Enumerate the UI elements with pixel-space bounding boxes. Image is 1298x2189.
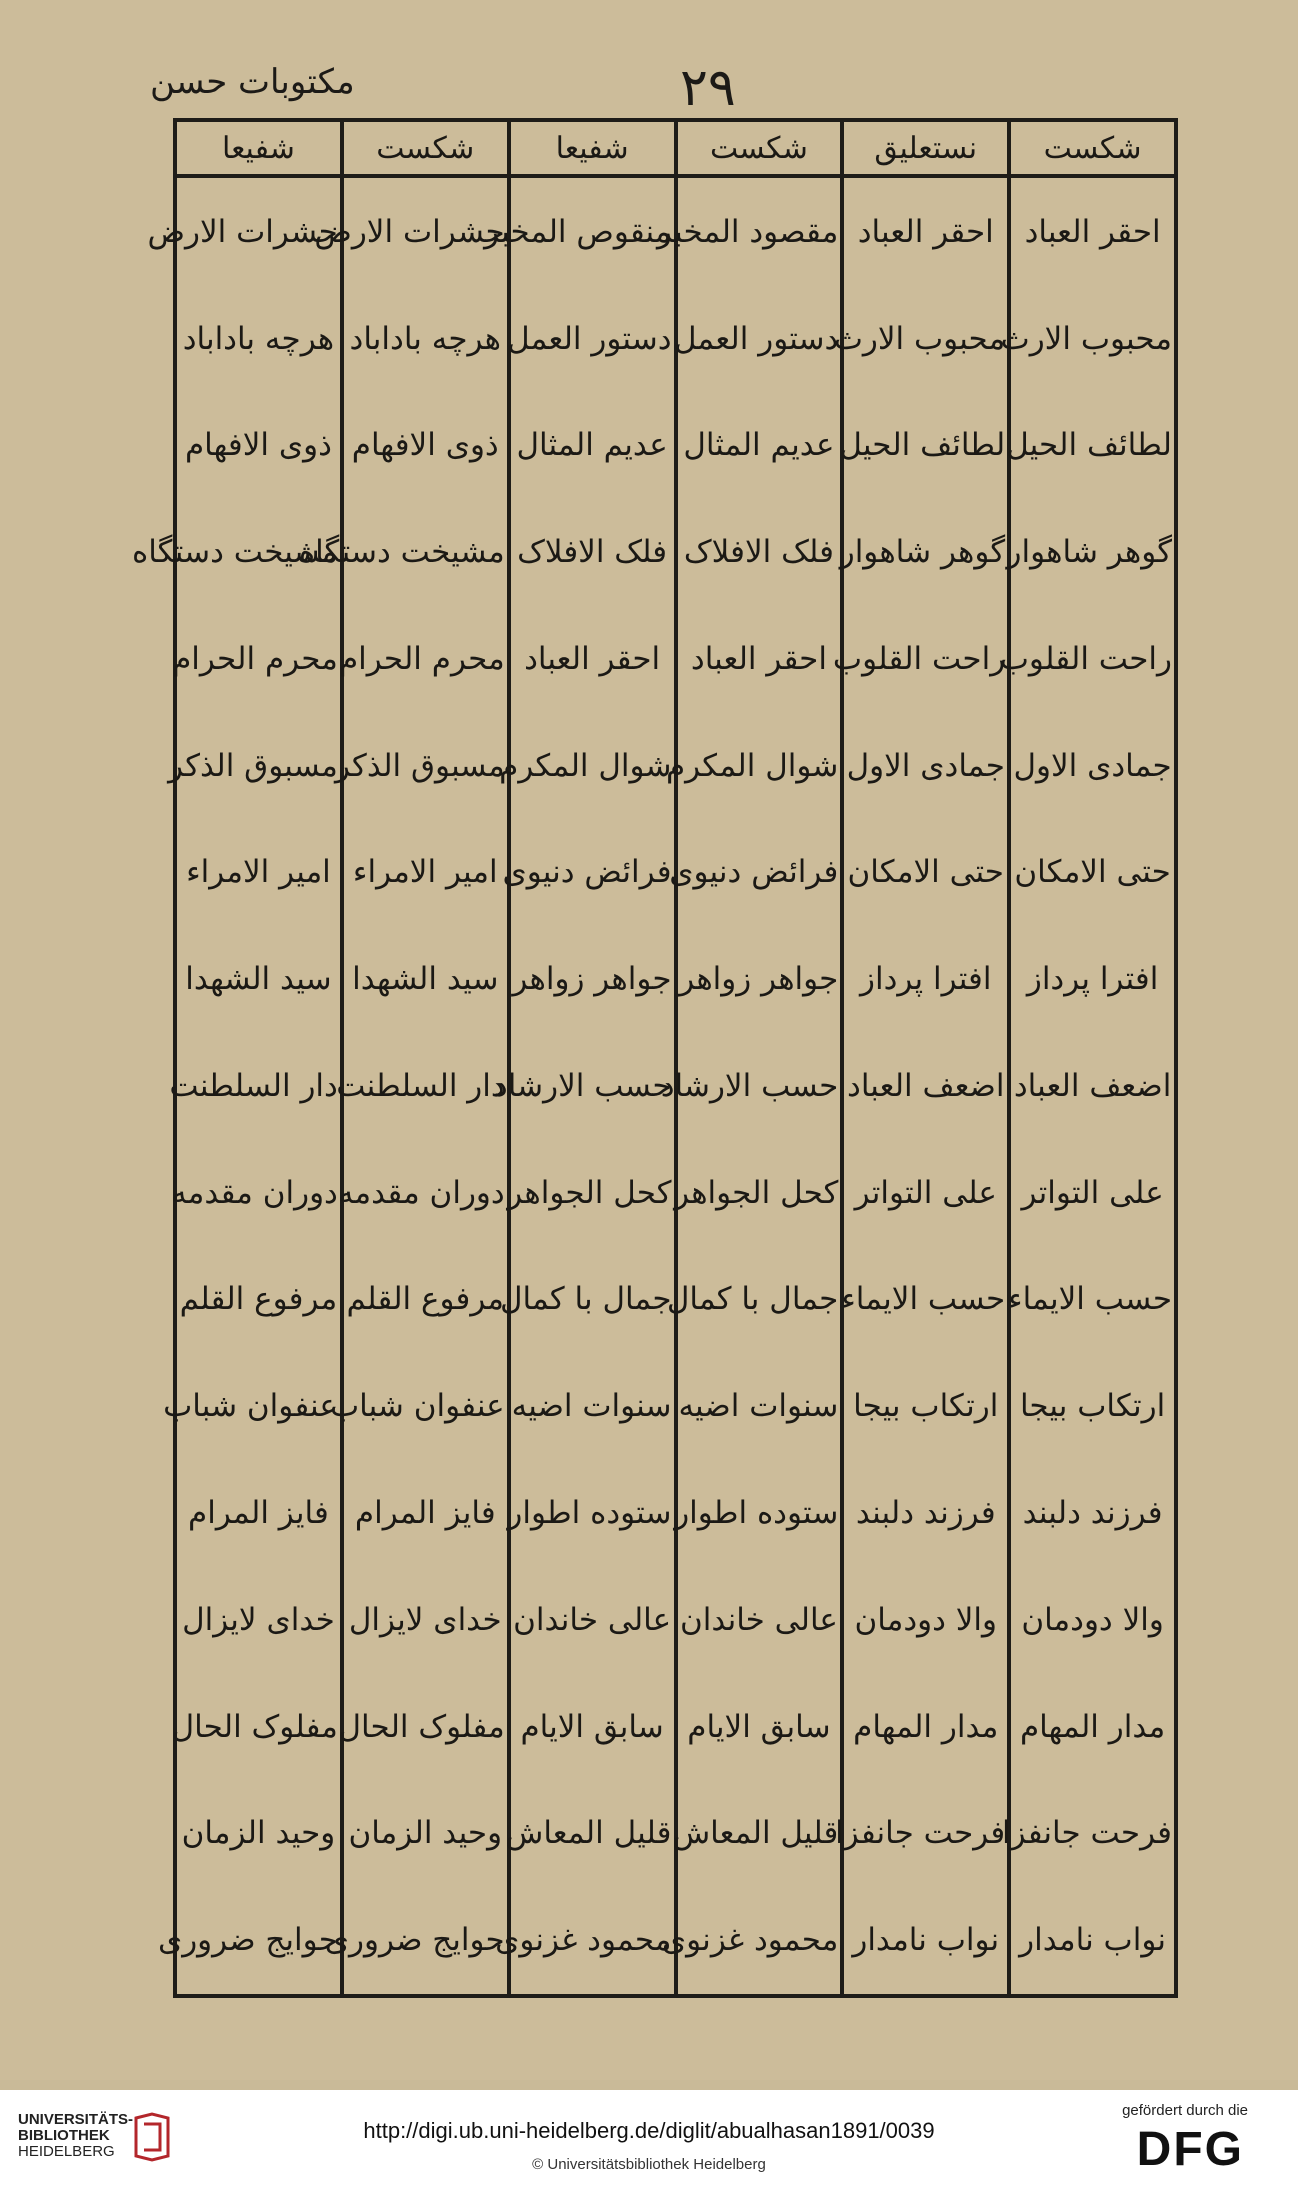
table-row [175, 1566, 1176, 1673]
table-cell: فرحت جانفزا [842, 1780, 1009, 1887]
table-cell: مدار المهام [1009, 1673, 1176, 1780]
table-cell: نواب نامدار [1009, 1887, 1176, 1996]
table-cell: عالی خاندان [509, 1566, 676, 1673]
table-cell: مسبوق الذکر [175, 712, 342, 819]
table-row [175, 819, 1176, 926]
table-cell: منقوص المخبر [509, 176, 676, 285]
table-cell: مفلوک الحال [175, 1673, 342, 1780]
table-cell: راحت القلوب [842, 605, 1009, 712]
table-cell: دستور العمل [509, 285, 676, 392]
table-cell: ستوده اطوار [509, 1460, 676, 1567]
column-header: شکست [342, 120, 509, 176]
table-cell: والا دودمان [842, 1566, 1009, 1673]
table-cell: لطائف الحیل [1009, 392, 1176, 499]
table-cell: ستوده اطوار [676, 1460, 843, 1567]
table-cell: حتی الامکان [842, 819, 1009, 926]
table-cell: ذوی الافهام [342, 392, 509, 499]
table-cell: قلیل المعاش [676, 1780, 843, 1887]
table-cell: فرائض دنیوی [676, 819, 843, 926]
table-row [175, 1673, 1176, 1780]
table-cell: حسب الارشاد [676, 1033, 843, 1140]
table-row [175, 1246, 1176, 1353]
table-cell: فرحت جانفزا [1009, 1780, 1176, 1887]
dfg-logo: DFG [1136, 2123, 1244, 2176]
table-cell: وحید الزمان [175, 1780, 342, 1887]
table-cell: خدای لایزال [342, 1566, 509, 1673]
table-cell: احقر العباد [509, 605, 676, 712]
table-header-row [175, 120, 1176, 176]
table-cell: دار السلطنت [175, 1033, 342, 1140]
table-cell: دار السلطنت [342, 1033, 509, 1140]
table-cell: ارتکاب بیجا [842, 1353, 1009, 1460]
table-cell: احقر العباد [1009, 176, 1176, 285]
table-cell: جمادی الاول [842, 712, 1009, 819]
table-cell: فلک الافلاک [676, 499, 843, 606]
table-row [175, 712, 1176, 819]
table-cell: عدیم المثال [509, 392, 676, 499]
table-cell: مسبوق الذکر [342, 712, 509, 819]
table-row [175, 285, 1176, 392]
table-cell: فرزند دلبند [1009, 1460, 1176, 1567]
table-cell: محمود غزنوی [509, 1887, 676, 1996]
table-cell: گوهر شاهوار [842, 499, 1009, 606]
table-cell: ارتکاب بیجا [1009, 1353, 1176, 1460]
table-cell: هرچه باداباد [175, 285, 342, 392]
table-cell: امیر الامراء [175, 819, 342, 926]
table-cell: سید الشهدا [175, 926, 342, 1033]
table-cell: کحل الجواهر [676, 1139, 843, 1246]
table-cell: محرم الحرام [175, 605, 342, 712]
table-row [175, 605, 1176, 712]
table-cell: امیر الامراء [342, 819, 509, 926]
table-cell: فایز المرام [175, 1460, 342, 1567]
table-cell: سابق الایام [509, 1673, 676, 1780]
funding-note: gefördert durch die [1122, 2102, 1248, 2119]
table-cell: سنوات اضیه [509, 1353, 676, 1460]
table-cell: مرفوع القلم [342, 1246, 509, 1353]
table-cell: خدای لایزال [175, 1566, 342, 1673]
table-cell: جواهر زواهر [676, 926, 843, 1033]
table-cell: هرچه باداباد [342, 285, 509, 392]
table-cell: فرائض دنیوی [509, 819, 676, 926]
table-cell: حسب الایماء [1009, 1246, 1176, 1353]
table-cell: مقصود المخبر [676, 176, 843, 285]
table-cell: مدار المهام [842, 1673, 1009, 1780]
table-row [175, 1887, 1176, 1996]
table-row [175, 926, 1176, 1033]
table-cell: محبوب الارث [842, 285, 1009, 392]
table-cell: سید الشهدا [342, 926, 509, 1033]
table-cell: والا دودمان [1009, 1566, 1176, 1673]
column-header: شکست [676, 120, 843, 176]
table-cell: احقر العباد [676, 605, 843, 712]
table-cell: جواهر زواهر [509, 926, 676, 1033]
table-cell: وحید الزمان [342, 1780, 509, 1887]
table-cell: حسب الایماء [842, 1246, 1009, 1353]
table-cell: مشیخت دستگاه [175, 499, 342, 606]
table-cell: شوال المکرم [509, 712, 676, 819]
table-cell: مشیخت دستگاه [342, 499, 509, 606]
table-row [175, 1780, 1176, 1887]
running-title: مکتوبات حسن [150, 62, 355, 102]
table-cell: نواب نامدار [842, 1887, 1009, 1996]
table-cell: جمال با کمال [509, 1246, 676, 1353]
table-cell: حشرات الارض [175, 176, 342, 285]
table-cell: گوهر شاهوار [1009, 499, 1176, 606]
table-cell: سنوات اضیه [676, 1353, 843, 1460]
table-cell: جمادی الاول [1009, 712, 1176, 819]
table-cell: حتی الامکان [1009, 819, 1176, 926]
table-cell: افترا پرداز [1009, 926, 1176, 1033]
table-cell: محمود غزنوی [676, 1887, 843, 1996]
library-line: BIBLIOTHEK [18, 2127, 110, 2144]
table-cell: محرم الحرام [342, 605, 509, 712]
table-cell: علی التواتر [842, 1139, 1009, 1246]
table-cell: راحت القلوب [1009, 605, 1176, 712]
column-header: شفیعا [175, 120, 342, 176]
table-cell: احقر العباد [842, 176, 1009, 285]
library-line: HEIDELBERG [18, 2143, 115, 2160]
table-cell: جمال با کمال [676, 1246, 843, 1353]
table-cell: افترا پرداز [842, 926, 1009, 1033]
table-cell: اضعف العباد [1009, 1033, 1176, 1140]
table-cell: شوال المکرم [676, 712, 843, 819]
table-cell: عنفوان شباب [175, 1353, 342, 1460]
source-url-link[interactable]: http://digi.ub.uni-heidelberg.de/diglit/abualhasan1891/0039 [363, 2118, 935, 2143]
table-cell: اضعف العباد [842, 1033, 1009, 1140]
column-header: شفیعا [509, 120, 676, 176]
table-cell: حسب الارشاد [509, 1033, 676, 1140]
table-cell: قلیل المعاش [509, 1780, 676, 1887]
table-row [175, 176, 1176, 285]
table-row [175, 499, 1176, 606]
calligraphy-table [132, 118, 1178, 1998]
library-line: UNIVERSITÄTS- [18, 2111, 134, 2128]
table-cell: فایز المرام [342, 1460, 509, 1567]
table-cell: عالی خاندان [676, 1566, 843, 1673]
table-row [175, 1460, 1176, 1567]
column-header: نستعلیق [842, 120, 1009, 176]
table-cell: مفلوک الحال [342, 1673, 509, 1780]
footer-bar [0, 2090, 1298, 2189]
table-row [175, 1353, 1176, 1460]
page-number: ۲۹ [680, 58, 736, 118]
table-cell: سابق الایام [676, 1673, 843, 1780]
table-cell: لطائف الحیل [842, 392, 1009, 499]
table-cell: عنفوان شباب [342, 1353, 509, 1460]
copyright-text: © Universitätsbibliothek Heidelberg [532, 2156, 766, 2173]
table-cell: کحل الجواهر [509, 1139, 676, 1246]
table-cell: مرفوع القلم [175, 1246, 342, 1353]
table-row [175, 1033, 1176, 1140]
table-cell: حوایج ضروری [175, 1887, 342, 1996]
table-cell: دستور العمل [676, 285, 843, 392]
table-cell: ذوی الافهام [175, 392, 342, 499]
table-cell: حشرات الارض [342, 176, 509, 285]
table-cell: حوایج ضروری [342, 1887, 509, 1996]
table-row [175, 392, 1176, 499]
table-cell: دوران مقدمه [175, 1139, 342, 1246]
table-cell: دوران مقدمه [342, 1139, 509, 1246]
table-cell: علی التواتر [1009, 1139, 1176, 1246]
table-row [175, 1139, 1176, 1246]
table-cell: عدیم المثال [676, 392, 843, 499]
table-cell: فرزند دلبند [842, 1460, 1009, 1567]
table-cell: فلک الافلاک [509, 499, 676, 606]
table-cell: محبوب الارث [1009, 285, 1176, 392]
column-header: شکست [1009, 120, 1176, 176]
